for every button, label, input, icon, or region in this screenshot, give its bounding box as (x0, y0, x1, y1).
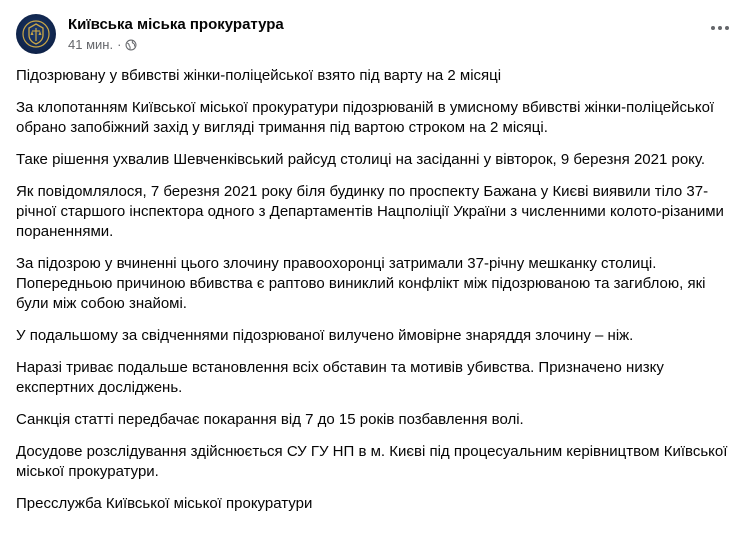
separator-dot: · (117, 36, 122, 52)
post-paragraph-headline: Підозрювану у вбивстві жінки-поліцейської взято під варту на 2 місяці (16, 67, 502, 84)
post-paragraph: У подальшому за свідченнями підозрюваної вилучено ймовірне знаряддя злочину – ніж. (16, 327, 634, 344)
post-paragraph: Наразі триває подальше встановлення всіх обставин та мотивів убивства. Призначено низку експертних досліджень. (16, 359, 664, 396)
post-paragraph: За клопотанням Київської міської прокуратури підозрюваній в умисному вбивстві жінки-поліцейської обрано запобіжний захід у вигляді тримання під вартою строком на 2 місяці. (16, 99, 715, 136)
post-paragraph-signature: Пресслужба Київської міської прокуратури (16, 495, 313, 512)
more-options-button[interactable] (702, 10, 738, 46)
post-timestamp-row (68, 36, 284, 54)
post-header (16, 12, 738, 56)
post-meta (68, 15, 284, 54)
post-paragraph: Санкція статті передбачає покарання від 7 до 15 років позбавлення волі. (16, 411, 524, 428)
page-avatar[interactable] (16, 14, 56, 54)
post-paragraph: Як повідомлялося, 7 березня 2021 року біля будинку по проспекту Бажана у Києві виявили тіло 37-річної старшого інспектора одного з Департаментів Нацполіції України з численними колото-різаними пораненнями. (16, 183, 724, 240)
prosecutor-emblem-logo (21, 19, 51, 49)
page-name-link[interactable]: Київська міська прокуратура (68, 15, 284, 33)
post-time[interactable]: 41 мин. (68, 36, 114, 52)
post-paragraph: Досудове розслідування здійснюється СУ ГУ НП в м. Києві під процесуальним керівництвом Київської міської прокуратури. (16, 443, 728, 480)
post-paragraph: Таке рішення ухвалив Шевченківський райсуд столиці на засіданні у вівторок, 9 березня 2021 року. (16, 151, 706, 168)
more-horizontal-icon (711, 26, 715, 30)
globe-icon[interactable] (125, 39, 137, 51)
post-text (16, 66, 736, 526)
post-paragraph: За підозрою у вчиненні цього злочину правоохоронці затримали 37-річну мешканку столиці. Попередньою причиною вбивства є раптово виниклий конфлікт між підозрюваною та загиблою, які були між собою знайомі. (16, 255, 706, 312)
